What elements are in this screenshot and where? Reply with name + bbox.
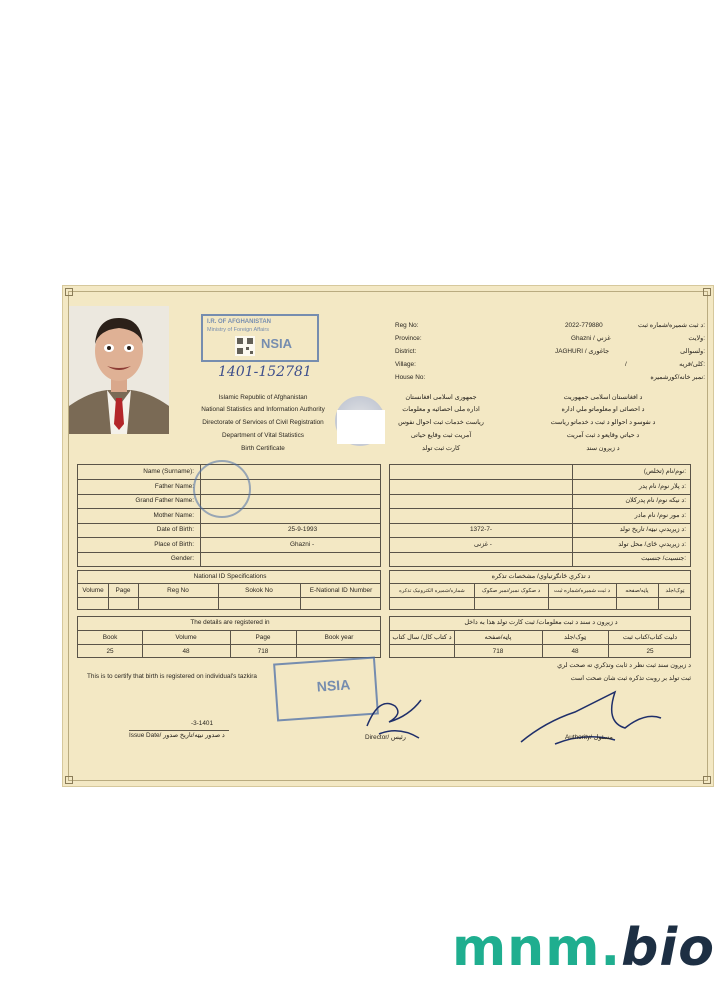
watermark-part-1: mnm.: [452, 918, 622, 978]
header-fa-line: ریاست خدمات ثبت احوال نفوس: [398, 419, 484, 426]
portrait-photo: [69, 306, 169, 434]
national-id-title: National ID Specifications: [193, 573, 267, 580]
field-label-fa: د نیکه نوم/ نام پدرکلان:: [625, 497, 686, 504]
field-label-fa: جنسیت/ جنسیت:: [641, 555, 686, 562]
header-en-line: National Statistics and Information Authority: [201, 406, 325, 413]
book-value-fa: 25: [646, 648, 654, 655]
national-id-table: [77, 570, 381, 610]
header-en-line: Directorate of Services of Civil Registration: [202, 419, 324, 426]
header-fa-line: جمهوری اسلامی افغانستان: [405, 394, 477, 401]
field-label: Place of Birth:: [154, 541, 194, 548]
col-header: Sokok No: [245, 587, 273, 594]
frame-corner: [65, 776, 73, 784]
ministry-stamp: [201, 314, 319, 362]
frame-corner: [703, 776, 711, 784]
field-label-fa: د زیږیدنې ځای/ محل تولد:: [618, 541, 686, 548]
field-label: Gender:: [170, 555, 194, 562]
page-value: 718: [257, 648, 269, 655]
field-label-fa: د مور نوم/ نام مادر:: [634, 512, 686, 519]
col-header: Volume: [175, 634, 197, 641]
house-no-label-fa: نمبر خانه/کورشمیره:: [650, 374, 705, 381]
certify-text-fa-1: د زیږون سند ثبت نظر د ثابت وتذکرې ته صحت لري: [557, 662, 691, 669]
brand-watermark: [452, 918, 715, 978]
stamp-line-2: Ministry of Foreign Affairs: [207, 327, 269, 333]
dob-value: 25-9-1993: [288, 526, 318, 533]
tazkira-table-fa: [389, 570, 691, 610]
issue-date-label: Issue Date/ د صدور نیټه/تاریخ صدور: [129, 732, 225, 739]
field-label-fa: نوم/نام (تخلص):: [643, 468, 686, 475]
district-label-fa: ولسوالی:: [680, 348, 705, 355]
col-header-fa: پاڼه/صفحه: [484, 634, 512, 641]
col-header: E-National ID Number: [309, 587, 373, 594]
field-label-fa: د پلار نوم/ نام پدر:: [638, 483, 686, 490]
col-header: Reg No: [167, 587, 189, 594]
col-header: Book: [102, 634, 118, 641]
header-ps-line: د احصائی او معلوماتو ملي اداره: [561, 406, 645, 413]
redacted-area: [337, 410, 385, 444]
dob-value-fa: 1372-7-: [470, 526, 493, 533]
page-value-fa: 718: [492, 648, 504, 655]
header-ps-line: د نفوسو د احوالو د ثبت د خدماتو ریاست: [550, 419, 656, 426]
col-header-fa: د ثبت شمیره/شماره ثبت: [553, 588, 611, 594]
village-value: /: [625, 361, 627, 368]
col-header-fa: ټوک/جلد: [564, 634, 586, 641]
field-label: Mother Name:: [153, 512, 194, 519]
director-label: Director/ رئیس: [365, 734, 406, 741]
stamp-agency: NSIA: [261, 336, 293, 351]
province-value: Ghazni / غزني: [571, 335, 611, 342]
province-label-fa: ولایت:: [688, 335, 705, 342]
certify-text-fa-2: ثبت تولد بر روبت تذکره ثبت شان صحت است: [570, 675, 691, 682]
registered-table-fa: [389, 616, 691, 658]
header-en-line: Birth Certificate: [241, 445, 285, 452]
birth-certificate: [62, 285, 714, 787]
registered-title-fa: د زیږون د سند د ثبت معلومات/ ثبت کارت تولد هذا به داخل: [464, 619, 618, 626]
authority-label: Authority/ مسئول: [565, 734, 613, 741]
col-header-fa: پاڼه/صفحه: [625, 588, 649, 594]
issue-date-value: -3-1401: [191, 720, 214, 727]
province-label: Province:: [395, 335, 422, 342]
field-label: Date of Birth:: [156, 526, 194, 533]
header-fa-line: آمریت ثبت وقایع حیاتی: [410, 432, 472, 439]
pob-value: Ghazni -: [290, 541, 315, 548]
volume-value-fa: 48: [571, 648, 579, 655]
col-header-fa: د کتاب کال/ سال کتاب: [392, 634, 452, 641]
header-ps-line: د حیاتي وقایعو د ثبت آمریت: [566, 432, 640, 439]
watermark-part-2: bio: [621, 918, 715, 978]
col-header: Page: [115, 587, 131, 594]
certify-text-en: This is to certify that birth is registered on individual's tazkira: [87, 673, 257, 680]
stamp-agency-bottom: NSIA: [316, 676, 351, 695]
district-label: District:: [395, 348, 417, 355]
col-header-fa: ټوک/جلد: [665, 588, 685, 594]
issue-date-line: [129, 730, 229, 731]
reg-no-value: 2022-779880: [565, 322, 603, 329]
header-en-line: Department of Vital Statistics: [222, 432, 304, 439]
round-seal-stamp: [193, 460, 251, 518]
field-label: Name (Surname):: [143, 468, 194, 475]
reg-no-label-fa: د ثبت شمیره/شماره ثبت:: [638, 322, 705, 329]
col-header: Book year: [324, 634, 354, 641]
house-no-label: House No:: [395, 374, 426, 381]
qr-code-icon: [235, 336, 255, 356]
frame-corner: [703, 288, 711, 296]
reg-no-label: Reg No:: [395, 322, 419, 329]
district-value: JAGHURI / جاغوری: [555, 348, 610, 355]
book-value: 25: [106, 648, 114, 655]
col-header: Page: [255, 634, 271, 641]
village-label: Village:: [395, 361, 416, 368]
personal-details-table-fa: [389, 464, 691, 567]
col-header-fa: شماره/شمیره الکترونیک تذکره: [399, 588, 465, 594]
stamp-line-1: I.R. OF AFGHANISTAN: [207, 319, 271, 325]
registered-table: [77, 616, 381, 658]
col-header-fa: د صکوک نمبر/نمبر صکوک: [481, 588, 541, 594]
pob-value-fa: غزنی -: [474, 541, 492, 548]
header-ps-line: د افغانستان اسلامی جمهوریت: [563, 394, 643, 401]
village-label-fa: کلی/قریه:: [679, 361, 705, 368]
header-fa-line: اداره ملی احصائیه و معلومات: [402, 406, 480, 413]
frame-corner: [65, 288, 73, 296]
col-header-fa: دلیت کتاب/کتاب ثبت: [622, 634, 678, 641]
header-en-line: Islamic Republic of Afghanistan: [218, 394, 308, 401]
volume-value: 48: [182, 648, 190, 655]
field-label: Grand Father Name:: [135, 497, 194, 504]
header-ps-line: د زیږون سند: [586, 445, 620, 452]
handwritten-number: 1401-152781: [218, 364, 312, 380]
field-label-fa: د زیږیدنې نیټه/ تاریخ تولد:: [619, 526, 686, 533]
col-header: Volume: [82, 587, 104, 594]
tazkira-title: د تذکرې ځانګړتیاوې/ مشخصات تذکره: [491, 573, 591, 580]
header-fa-line: کارت ثبت تولد: [421, 445, 460, 452]
registered-title: The details are registered in: [190, 619, 270, 626]
field-label: Father Name:: [154, 483, 194, 490]
